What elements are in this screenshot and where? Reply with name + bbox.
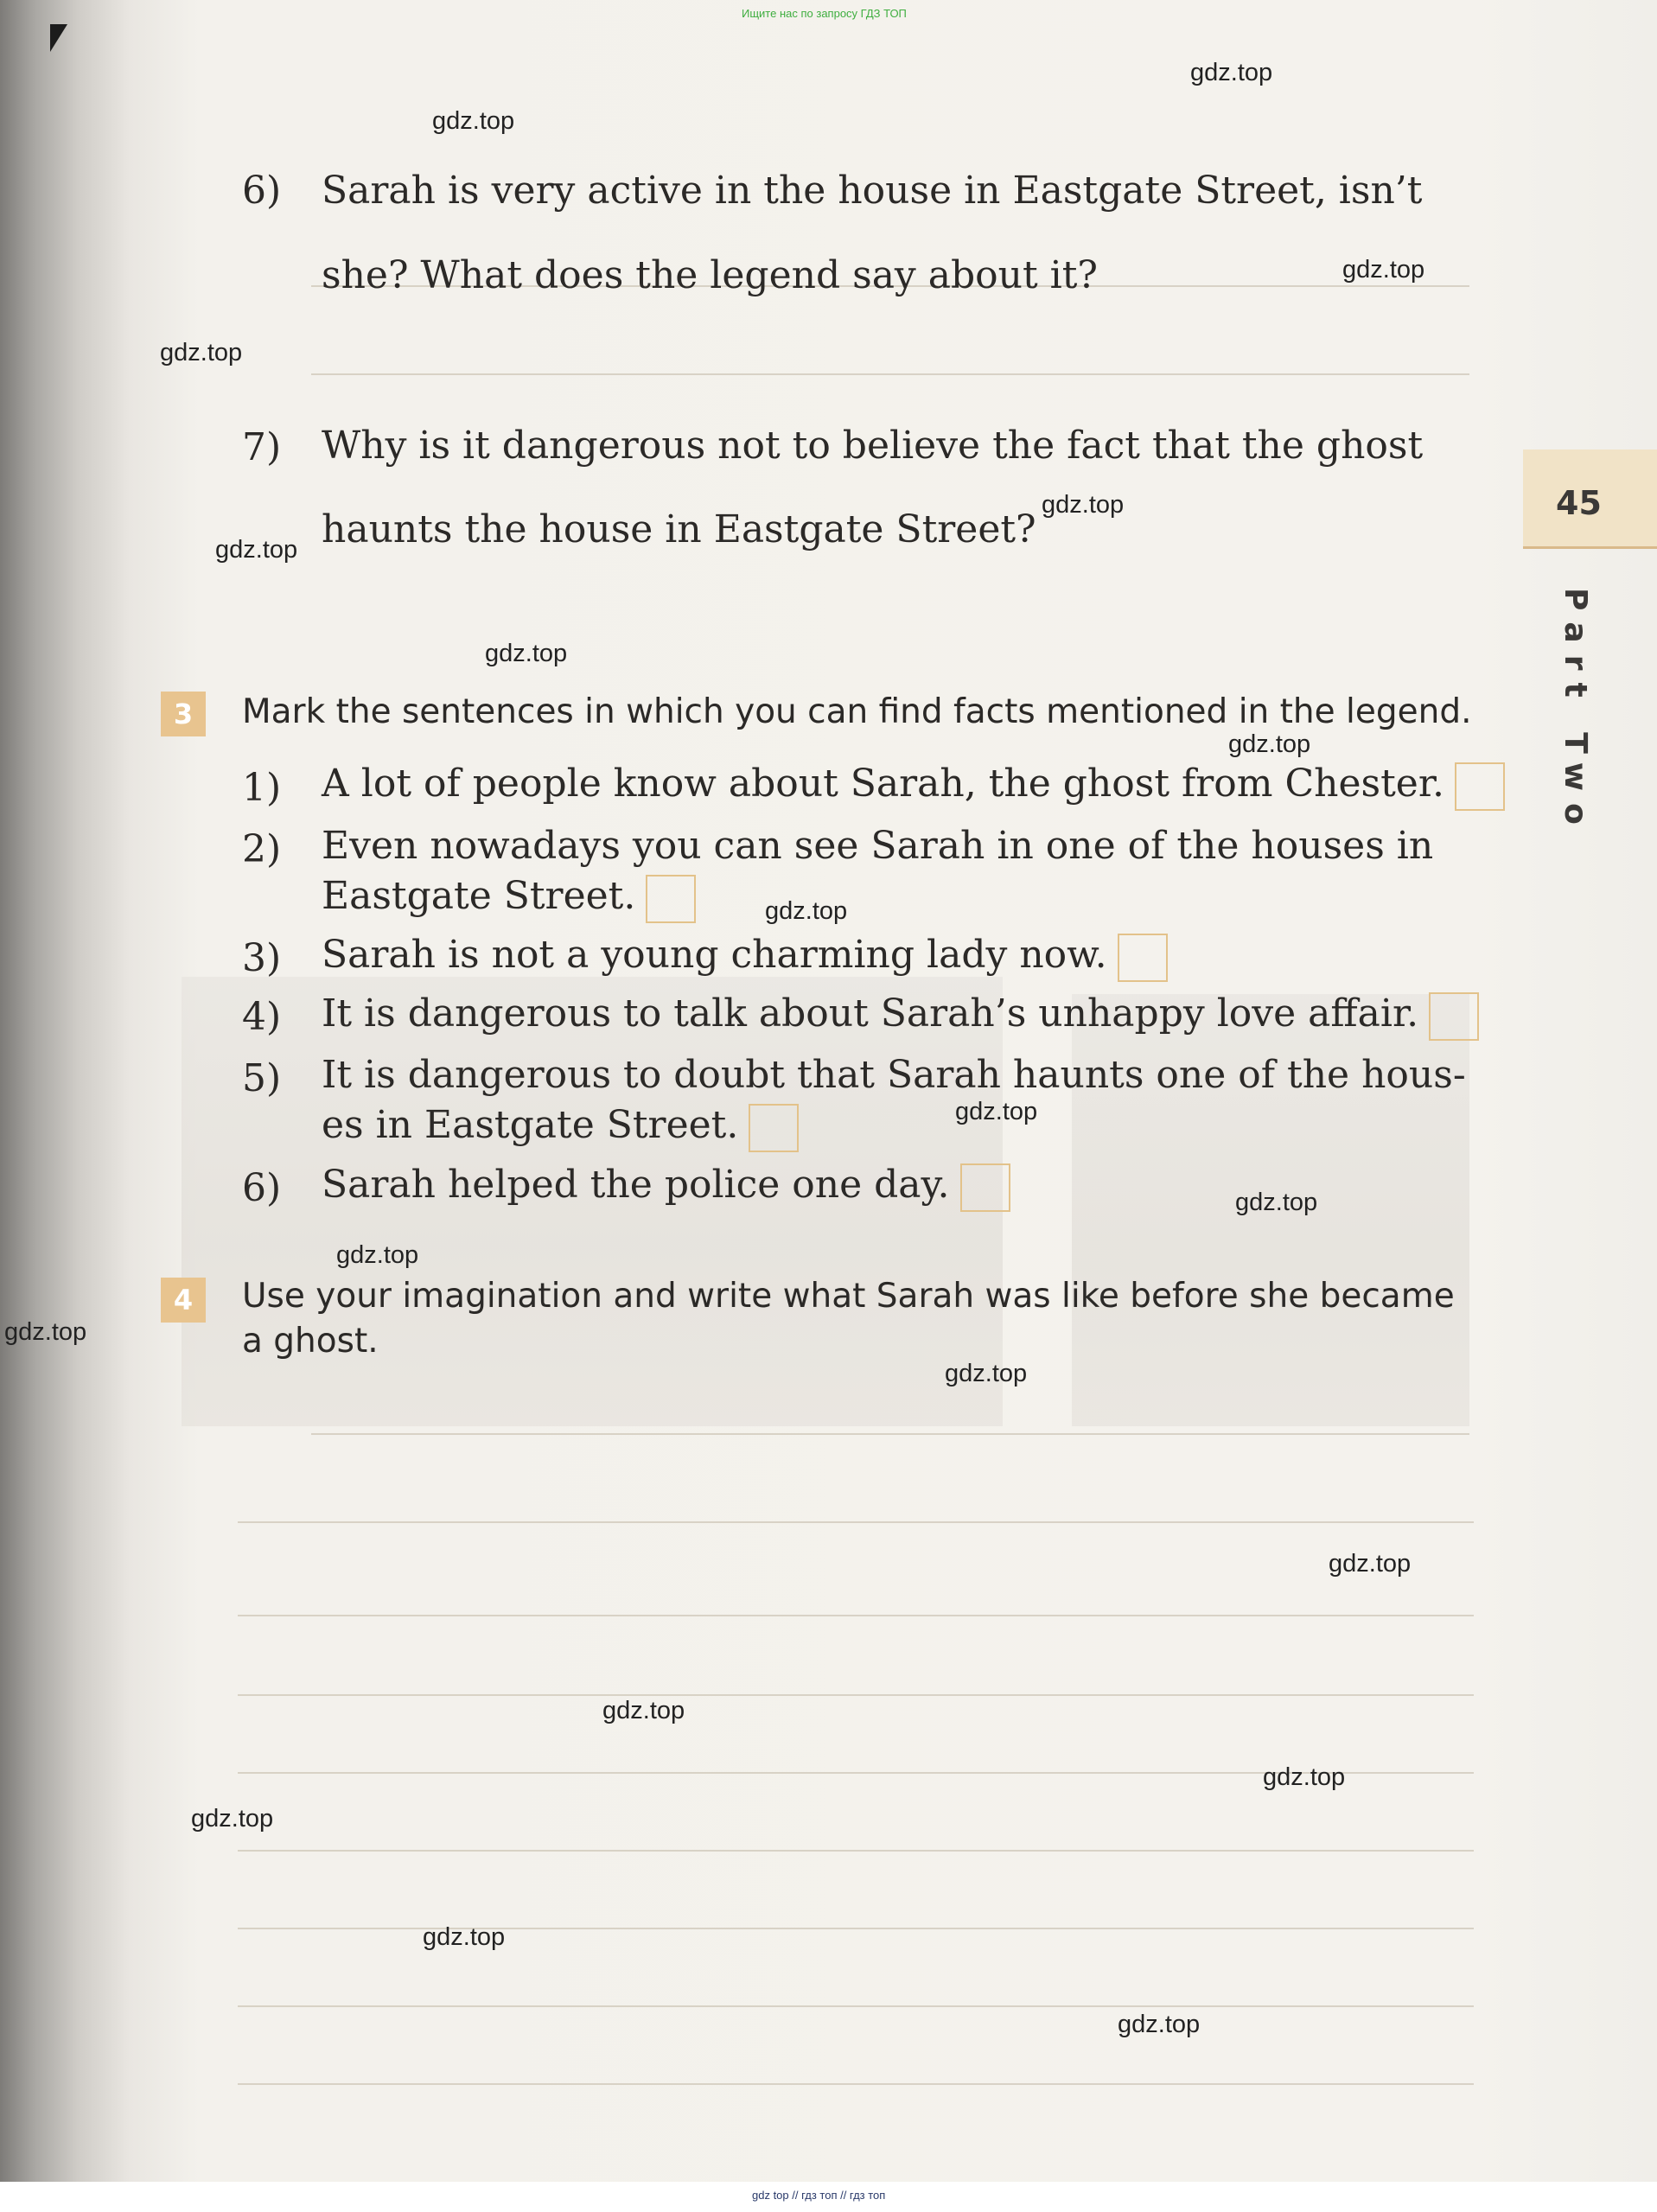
watermark: gdz.top bbox=[191, 1805, 274, 1833]
task-3-item-4-number: 4) bbox=[242, 995, 282, 1039]
question-6-line-1: Sarah is very active in the house in Eastgate Street, isn’t bbox=[322, 169, 1423, 213]
watermark: gdz.top bbox=[955, 1098, 1038, 1125]
watermark: gdz.top bbox=[336, 1241, 419, 1269]
question-7-line-1: Why is it dangerous not to believe the fact that the ghost bbox=[322, 424, 1424, 468]
watermark: gdz.top bbox=[4, 1318, 87, 1346]
show-through-line bbox=[311, 1433, 1469, 1435]
task-3-item-3-text: Sarah is not a young charming lady now. bbox=[322, 933, 1107, 977]
task-3-item-1-text: A lot of people know about Sarah, the ghost from Chester. bbox=[322, 762, 1445, 806]
task-3-item-1-number: 1) bbox=[242, 766, 282, 810]
task-4-line-2: a ghost. bbox=[242, 1322, 379, 1361]
task-3-item-5-checkbox[interactable] bbox=[749, 1104, 799, 1152]
task-3-item-2-line-1: Even nowadays you can see Sarah in one of the houses in bbox=[322, 824, 1434, 868]
header-note: Ищите нас по запросу ГДЗ ТОП bbox=[742, 7, 907, 20]
task-4-badge: 4 bbox=[161, 1278, 206, 1323]
watermark: gdz.top bbox=[1235, 1189, 1318, 1216]
task-3-item-6-checkbox[interactable] bbox=[960, 1163, 1010, 1212]
task-3-item-3-checkbox[interactable] bbox=[1118, 934, 1168, 982]
task-3-item-2 bbox=[322, 871, 696, 923]
task-3-item-2-number: 2) bbox=[242, 827, 282, 871]
part-label: Part Two bbox=[1558, 588, 1593, 837]
page-corner-mark bbox=[50, 24, 67, 52]
task-3-item-3-number: 3) bbox=[242, 936, 282, 980]
task-3-item-5-text: es in Eastgate Street. bbox=[322, 1103, 739, 1147]
question-6-number: 6) bbox=[242, 169, 282, 213]
watermark: gdz.top bbox=[423, 1923, 506, 1951]
show-through-line bbox=[238, 2005, 1474, 2007]
show-through-line bbox=[238, 1521, 1474, 1523]
task-3-item-3 bbox=[322, 930, 1168, 982]
task-3-item-2-text: Eastgate Street. bbox=[322, 874, 636, 918]
task-3-item-5-number: 5) bbox=[242, 1056, 282, 1100]
task-3-instruction: Mark the sentences in which you can find facts mentioned in the legend. bbox=[242, 692, 1472, 731]
task-3-badge: 3 bbox=[161, 692, 206, 736]
show-through-line bbox=[238, 1850, 1474, 1852]
task-3-item-2-checkbox[interactable] bbox=[646, 875, 696, 923]
watermark: gdz.top bbox=[945, 1360, 1028, 1387]
footer-note: gdz top // гдз топ // гдз топ bbox=[752, 2189, 886, 2202]
watermark: gdz.top bbox=[1228, 730, 1311, 758]
task-3-item-5-line-1: It is dangerous to doubt that Sarah haunts one of the hous- bbox=[322, 1053, 1466, 1097]
watermark: gdz.top bbox=[1118, 2011, 1201, 2038]
watermark: gdz.top bbox=[1042, 491, 1125, 519]
question-7-line-2: haunts the house in Eastgate Street? bbox=[322, 507, 1036, 551]
task-3-item-1 bbox=[322, 759, 1505, 811]
task-3-item-1-checkbox[interactable] bbox=[1455, 762, 1505, 811]
show-through-line bbox=[238, 2083, 1474, 2085]
watermark: gdz.top bbox=[432, 107, 515, 135]
task-4-line-1: Use your imagination and write what Sarah was like before she became bbox=[242, 1277, 1455, 1316]
watermark: gdz.top bbox=[765, 897, 848, 925]
task-3-item-6-number: 6) bbox=[242, 1166, 282, 1210]
show-through-line bbox=[311, 373, 1469, 375]
watermark: gdz.top bbox=[215, 536, 298, 564]
show-through-line bbox=[238, 1615, 1474, 1616]
task-3-item-4-checkbox[interactable] bbox=[1429, 992, 1479, 1041]
watermark: gdz.top bbox=[1342, 256, 1425, 284]
task-3-item-5 bbox=[322, 1100, 799, 1152]
page-number: 45 bbox=[1556, 484, 1602, 522]
watermark: gdz.top bbox=[1329, 1550, 1412, 1578]
task-3-item-4 bbox=[322, 989, 1479, 1041]
watermark: gdz.top bbox=[485, 640, 568, 667]
show-through-line bbox=[238, 1694, 1474, 1696]
watermark: gdz.top bbox=[1263, 1763, 1346, 1791]
watermark: gdz.top bbox=[160, 339, 243, 367]
question-6-line-2: she? What does the legend say about it? bbox=[322, 253, 1099, 297]
task-3-item-6-text: Sarah helped the police one day. bbox=[322, 1163, 950, 1207]
watermark: gdz.top bbox=[602, 1697, 685, 1724]
watermark: gdz.top bbox=[1190, 59, 1273, 86]
task-3-item-4-text: It is dangerous to talk about Sarah’s unhappy love affair. bbox=[322, 991, 1419, 1036]
question-7-number: 7) bbox=[242, 425, 282, 469]
task-3-item-6 bbox=[322, 1160, 1010, 1212]
